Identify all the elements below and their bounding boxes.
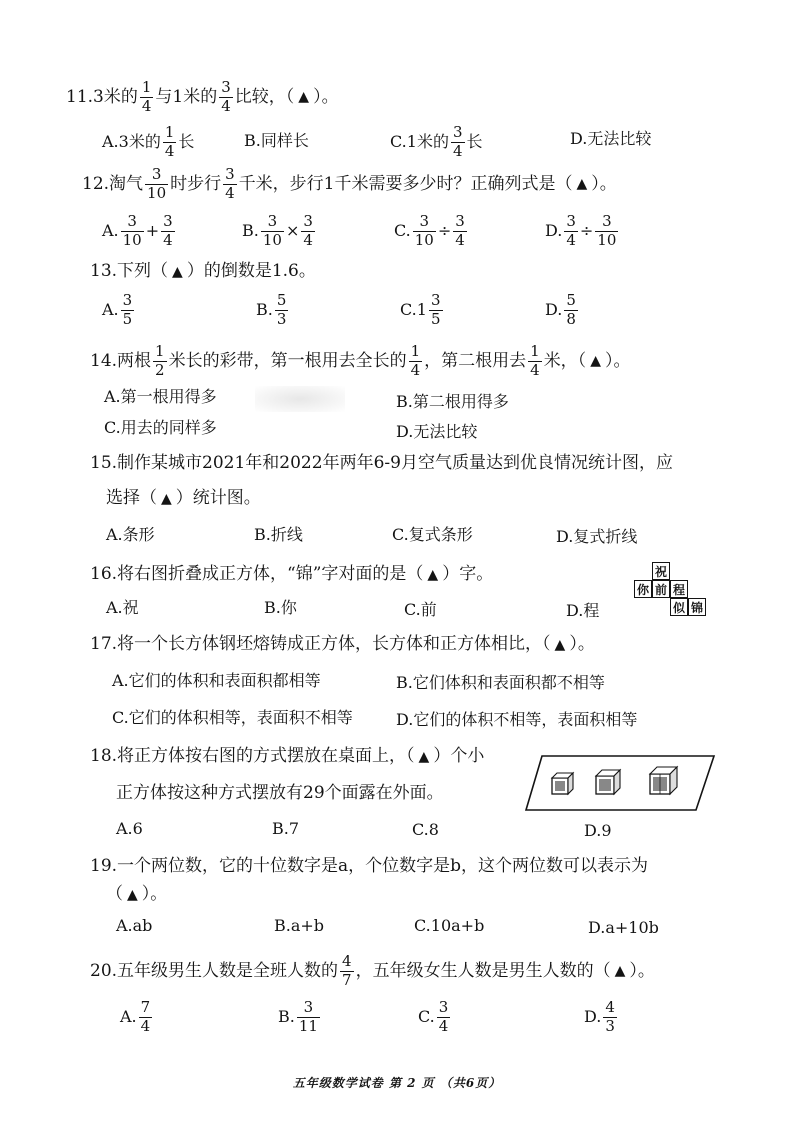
q18-option-d: D.9 xyxy=(584,821,612,840)
option-label: D. xyxy=(545,221,563,241)
net-cell: 你 xyxy=(634,580,652,598)
question-15-line-1: 15.制作某城市2021年和2022年两年6-9月空气质量达到优良情况统计图，应 xyxy=(90,453,673,473)
answer-blank-triangle: ▲ xyxy=(172,263,183,280)
q11-text-2: 与1米的 xyxy=(155,86,218,107)
net-cell: 锦 xyxy=(688,598,706,616)
denominator: 4 xyxy=(452,141,463,160)
q13-option-b xyxy=(256,293,290,328)
question-number: 12. xyxy=(82,173,110,194)
net-cell: 程 xyxy=(670,580,688,598)
net-cell: 祝 xyxy=(652,562,670,580)
q11-option-c xyxy=(390,125,483,160)
option-label: A. xyxy=(102,221,119,241)
q15-option-a: A.条形 xyxy=(106,525,155,544)
q12-text-1: 淘气 xyxy=(109,173,144,194)
q19-text-2: ）。 xyxy=(141,884,168,904)
q14-text-3: ，第二根用去 xyxy=(424,350,527,371)
numerator: 3 xyxy=(438,998,449,1016)
q20-option-b xyxy=(278,1000,322,1035)
net-cell: 似 xyxy=(670,598,688,616)
fraction xyxy=(161,214,175,249)
option-label: A. xyxy=(120,1007,137,1027)
denominator: 4 xyxy=(455,230,465,249)
q17-option-c: C.它们的体积相等，表面积不相等 xyxy=(112,708,353,727)
numerator: 4 xyxy=(342,952,352,970)
denominator: 4 xyxy=(410,360,421,379)
page-footer: 五年级数学试卷 第 2 页 （共6页） xyxy=(292,1076,502,1090)
fraction xyxy=(121,214,144,249)
cube-group-1 xyxy=(552,773,573,794)
numerator: 3 xyxy=(455,212,465,230)
q11-option-d: D.无法比较 xyxy=(570,129,652,148)
fraction xyxy=(437,1000,451,1035)
q17-text-1: 17.将一个长方体钢坯熔铸成正方体，长方体和正方体相比，（ xyxy=(90,634,551,654)
denominator: 11 xyxy=(298,1016,318,1035)
q11-option-b: B.同样长 xyxy=(244,131,309,150)
q18-option-a: A.6 xyxy=(116,819,143,838)
q11-text-4: ）。 xyxy=(313,86,339,107)
question-19-line-2 xyxy=(106,886,167,903)
q19-option-a: A.ab xyxy=(116,916,153,935)
denominator: 4 xyxy=(566,230,576,249)
denominator: 10 xyxy=(147,183,167,202)
denominator: 4 xyxy=(225,183,235,202)
cube-net-figure xyxy=(634,562,710,620)
numerator: 1 xyxy=(530,342,540,360)
net-cell: 前 xyxy=(652,580,670,598)
q13-option-a xyxy=(102,293,136,328)
numerator: 3 xyxy=(225,165,235,183)
fraction xyxy=(153,344,167,379)
q11-option-a xyxy=(102,125,194,160)
q12-text-4: ）。 xyxy=(591,173,617,194)
q20-text-1: 20.五年级男生人数是全班人数的 xyxy=(90,960,339,981)
q18-option-b: B.7 xyxy=(272,819,300,838)
question-14 xyxy=(90,344,630,379)
numerator: 3 xyxy=(221,78,231,96)
question-15-line-2 xyxy=(106,490,261,507)
denominator: 5 xyxy=(430,309,441,328)
fraction xyxy=(603,1000,617,1035)
q15-text-2: ）统计图。 xyxy=(175,488,261,508)
option-text: C.1米的 xyxy=(390,132,449,152)
numerator: 3 xyxy=(267,212,278,230)
option-label: C. xyxy=(394,221,411,241)
denominator: 4 xyxy=(530,360,540,379)
q20-option-c xyxy=(418,1000,452,1035)
question-18-line-2: 正方体按这种方式摆放有29个面露在外面。 xyxy=(116,783,444,803)
q12-option-b xyxy=(242,214,317,249)
question-number: 11. xyxy=(66,86,94,107)
option-text: A.3米的 xyxy=(102,132,161,152)
fraction xyxy=(413,214,436,249)
denominator: 10 xyxy=(262,230,282,249)
fraction xyxy=(121,293,135,328)
q19-option-d: D.a+10b xyxy=(588,918,659,937)
q19-option-b: B.a+b xyxy=(274,916,325,935)
q18-text-1: 18.将正方体按右图的方式摆放在桌面上，（ xyxy=(90,746,415,766)
fraction xyxy=(409,344,423,379)
question-20 xyxy=(90,954,655,989)
question-12 xyxy=(82,167,617,202)
q20-option-d xyxy=(584,1000,619,1035)
cube-group-3 xyxy=(650,767,677,794)
denominator: 10 xyxy=(597,230,617,249)
answer-blank-triangle: ▲ xyxy=(554,636,566,653)
q14-option-c: C.用去的同样多 xyxy=(104,418,217,437)
q14-text-1: 14.两根 xyxy=(90,350,152,371)
fraction xyxy=(564,293,578,328)
fraction xyxy=(453,214,467,249)
q18-text-2: ）个小 xyxy=(433,746,485,766)
fraction xyxy=(275,293,289,328)
q17-text-2: ）。 xyxy=(569,634,595,654)
question-18-line-1 xyxy=(90,748,484,765)
q20-text-3: ）。 xyxy=(629,960,655,981)
option-text: 长 xyxy=(178,132,195,152)
numerator: 3 xyxy=(303,212,313,230)
q12-text-2: 时步行 xyxy=(170,173,222,194)
answer-blank-triangle: ▲ xyxy=(161,490,172,507)
fraction xyxy=(340,954,354,989)
operator: + xyxy=(145,221,160,241)
q14-text-4: 米，（ xyxy=(543,350,587,371)
option-label: C. xyxy=(400,300,417,320)
q14-option-d: D.无法比较 xyxy=(396,422,478,441)
numerator: 3 xyxy=(127,212,137,230)
option-label: B. xyxy=(278,1007,295,1027)
q16-text-2: ）字。 xyxy=(442,564,494,584)
numerator: 3 xyxy=(566,212,576,230)
q16-text-1: 16.将右图折叠成正方体，“锦”字对面的是（ xyxy=(90,564,424,584)
option-label: D. xyxy=(545,300,563,320)
answer-blank-triangle: ▲ xyxy=(576,176,588,193)
fraction xyxy=(301,214,315,249)
q11-text-3: 比较，（ xyxy=(234,86,295,107)
numerator: 3 xyxy=(419,212,430,230)
numerator: 1 xyxy=(410,342,421,360)
mixed-number xyxy=(417,293,445,328)
whole-part: 1 xyxy=(416,300,427,320)
q12-option-d xyxy=(545,214,620,249)
numerator: 3 xyxy=(163,212,173,230)
fraction xyxy=(261,214,284,249)
q20-text-2: ，五年级女生人数是男生人数的（ xyxy=(355,960,611,981)
q16-option-b: B.你 xyxy=(264,598,297,617)
q19-option-c: C.10a+b xyxy=(414,916,485,935)
answer-blank-triangle: ▲ xyxy=(298,89,310,106)
answer-blank-triangle: ▲ xyxy=(418,748,430,765)
fraction xyxy=(219,80,233,115)
fraction xyxy=(451,125,465,160)
denominator: 3 xyxy=(276,309,287,328)
scan-smudge xyxy=(255,386,345,412)
question-17 xyxy=(90,636,595,653)
denominator: 4 xyxy=(438,1016,449,1035)
denominator: 10 xyxy=(122,230,142,249)
q14-option-a: A.第一根用得多 xyxy=(104,387,217,406)
q15-option-c: C.复式条形 xyxy=(392,525,473,544)
fraction xyxy=(595,214,618,249)
q15-option-d: D.复式折线 xyxy=(556,527,638,546)
q14-text-5: ）。 xyxy=(604,350,631,371)
fraction xyxy=(528,344,542,379)
cube-arrangement-figure xyxy=(524,752,716,814)
q18-option-c: C.8 xyxy=(412,820,439,839)
q19-text-1: （ xyxy=(106,884,123,904)
fraction xyxy=(140,80,154,115)
q15-option-b: B.折线 xyxy=(254,525,303,544)
answer-blank-triangle: ▲ xyxy=(614,963,626,980)
q16-option-c: C.前 xyxy=(404,600,437,619)
question-16 xyxy=(90,566,493,583)
q12-option-a xyxy=(102,214,177,249)
operator: ÷ xyxy=(437,221,452,241)
fraction xyxy=(163,125,177,160)
numerator: 4 xyxy=(605,998,615,1016)
numerator: 7 xyxy=(140,998,151,1016)
answer-blank-triangle: ▲ xyxy=(127,886,138,903)
question-19-line-1: 19.一个两位数，它的十位数字是a，个位数字是b，这个两位数可以表示为 xyxy=(90,856,649,876)
q20-option-a xyxy=(120,1000,154,1035)
fraction xyxy=(429,293,443,328)
numerator: 3 xyxy=(122,291,133,309)
denominator: 4 xyxy=(164,141,175,160)
denominator: 5 xyxy=(122,309,133,328)
q13-text-1: 13.下列（ xyxy=(90,261,169,281)
option-label: B. xyxy=(242,221,259,241)
q17-option-d: D.它们的体积不相等，表面积相等 xyxy=(396,710,638,729)
q13-text-2: ）的倒数是1.6。 xyxy=(186,261,316,281)
option-label: B. xyxy=(256,300,273,320)
numerator: 1 xyxy=(164,123,175,141)
operator: ÷ xyxy=(579,221,594,241)
fraction xyxy=(564,214,578,249)
q16-option-a: A.祝 xyxy=(106,598,139,617)
cube-group-2 xyxy=(596,770,620,794)
numerator: 1 xyxy=(141,78,152,96)
numerator: 3 xyxy=(452,123,463,141)
denominator: 4 xyxy=(141,96,152,115)
answer-blank-triangle: ▲ xyxy=(590,353,601,370)
option-text: 长 xyxy=(466,132,483,152)
denominator: 4 xyxy=(163,230,173,249)
q14-option-b: B.第二根用得多 xyxy=(396,392,509,411)
numerator: 3 xyxy=(151,165,162,183)
q13-option-c xyxy=(400,293,445,328)
q13-option-d xyxy=(545,293,580,328)
q12-text-3: 千米，步行1千米需要多少时？正确列式是（ xyxy=(238,173,573,194)
operator: × xyxy=(285,221,300,241)
denominator: 4 xyxy=(303,230,313,249)
q17-option-b: B.它们体积和表面积都不相等 xyxy=(396,673,605,692)
question-11 xyxy=(66,80,339,115)
numerator: 5 xyxy=(276,291,287,309)
denominator: 7 xyxy=(342,970,352,989)
q17-option-a: A.它们的体积和表面积都相等 xyxy=(112,671,321,690)
fraction xyxy=(145,167,168,202)
numerator: 5 xyxy=(566,291,576,309)
q11-text-1: 3米的 xyxy=(93,86,138,107)
denominator: 4 xyxy=(140,1016,151,1035)
denominator: 8 xyxy=(566,309,576,328)
numerator: 1 xyxy=(155,342,165,360)
q12-option-c xyxy=(394,214,469,249)
q16-option-d: D.程 xyxy=(566,601,600,620)
denominator: 10 xyxy=(414,230,434,249)
numerator: 3 xyxy=(602,212,612,230)
option-label: A. xyxy=(102,300,119,320)
option-label: D. xyxy=(584,1007,602,1027)
numerator: 3 xyxy=(430,291,441,309)
fraction xyxy=(297,1000,320,1035)
fraction xyxy=(223,167,237,202)
answer-blank-triangle: ▲ xyxy=(427,566,439,583)
option-label: C. xyxy=(418,1007,435,1027)
q14-text-2: 米长的彩带，第一根用去全长的 xyxy=(168,350,407,371)
denominator: 4 xyxy=(221,96,231,115)
fraction xyxy=(139,1000,153,1035)
numerator: 3 xyxy=(303,998,314,1016)
question-13 xyxy=(90,263,316,280)
q15-text-1: 选择（ xyxy=(106,488,157,508)
denominator: 3 xyxy=(605,1016,615,1035)
denominator: 2 xyxy=(155,360,165,379)
